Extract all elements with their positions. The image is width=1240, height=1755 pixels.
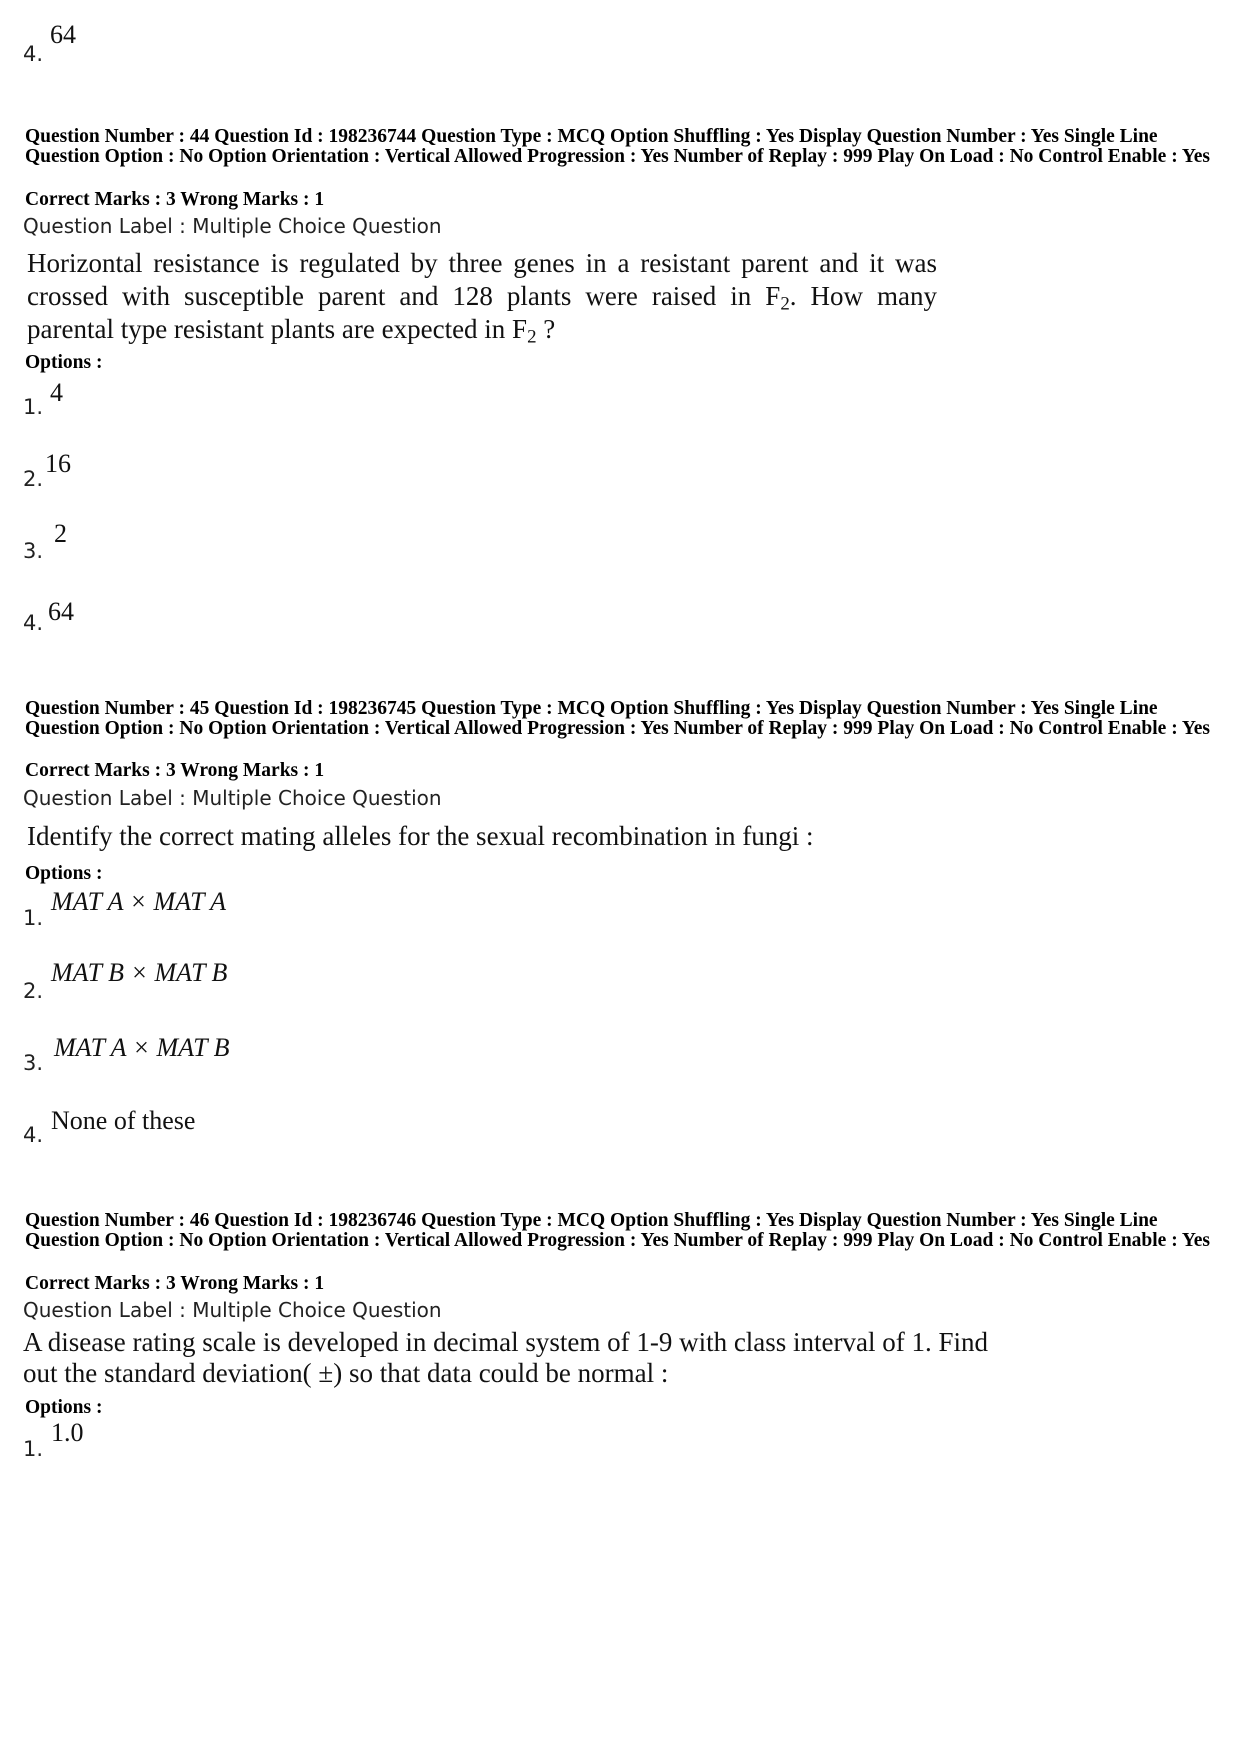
option-number: 3. bbox=[23, 1051, 44, 1075]
option-number: 4. bbox=[23, 611, 44, 635]
option-value: 16 bbox=[45, 449, 71, 478]
option-value: None of these bbox=[51, 1106, 196, 1135]
option-value: MAT A × MAT B bbox=[54, 1033, 230, 1062]
option-value: 2 bbox=[54, 519, 67, 548]
option-value: 64 bbox=[50, 20, 76, 49]
option-value: 1.0 bbox=[51, 1418, 84, 1447]
question-46-text-line-1: A disease rating scale is developed in decimal system of 1-9 with class interval of 1. Find bbox=[23, 1327, 989, 1357]
option-number: 2. bbox=[23, 467, 44, 491]
option-value: MAT A × MAT A bbox=[51, 887, 227, 916]
question-44-meta: Question Number : 44 Question Id : 198236744 Question Type : MCQ Option Shuffling : Yes Display Question Number : Yes Single Line Question Option : No Option Orientation : Vertical Allowed Progression : Yes Number of Replay : 999 Play On Load : No Control Enable : Yes bbox=[25, 126, 1211, 167]
question-46-meta: Question Number : 46 Question Id : 198236746 Question Type : MCQ Option Shuffling : Yes Display Question Number : Yes Single Line Question Option : No Option Orientation : Vertical Allowed Progression : Yes Number of Replay : 999 Play On Load : No Control Enable : Yes bbox=[25, 1210, 1211, 1251]
option-value: MAT B × MAT B bbox=[51, 958, 228, 987]
question-46-options-header: Options : bbox=[25, 1397, 103, 1418]
question-46-text-line-2: out the standard deviation( ±) so that data could be normal : bbox=[23, 1358, 669, 1388]
question-44-text: Horizontal resistance is regulated by three genes in a resistant parent and it was crossed with susceptible parent and 128 plants were raised in $F_2$. How many parental type resistant plants are expected in $F_2$ ? bbox=[27, 248, 938, 348]
option-number: 1. bbox=[23, 1437, 44, 1461]
question-45-label: Question Label : Multiple Choice Question bbox=[23, 786, 442, 810]
option-number: 2. bbox=[23, 979, 44, 1003]
option-number: 4. bbox=[23, 42, 44, 66]
question-46-marks: Correct Marks : 3 Wrong Marks : 1 bbox=[25, 1273, 325, 1294]
question-46-label: Question Label : Multiple Choice Question bbox=[23, 1298, 442, 1322]
question-45-text: Identify the correct mating alleles for the sexual recombination in fungi : bbox=[27, 821, 814, 851]
question-45-meta: Question Number : 45 Question Id : 198236745 Question Type : MCQ Option Shuffling : Yes Display Question Number : Yes Single Line Question Option : No Option Orientation : Vertical Allowed Progression : Yes Number of Replay : 999 Play On Load : No Control Enable : Yes bbox=[25, 698, 1211, 739]
option-value: 64 bbox=[48, 597, 74, 626]
option-number: 3. bbox=[23, 539, 44, 563]
question-44-label: Question Label : Multiple Choice Question bbox=[23, 214, 442, 238]
option-number: 1. bbox=[23, 395, 44, 419]
question-44-marks: Correct Marks : 3 Wrong Marks : 1 bbox=[25, 189, 325, 210]
question-44-options-header: Options : bbox=[25, 352, 103, 373]
option-number: 4. bbox=[23, 1123, 44, 1147]
question-45-options-header: Options : bbox=[25, 863, 103, 884]
question-45-marks: Correct Marks : 3 Wrong Marks : 1 bbox=[25, 760, 325, 781]
option-number: 1. bbox=[23, 906, 44, 930]
option-value: 4 bbox=[50, 378, 63, 407]
